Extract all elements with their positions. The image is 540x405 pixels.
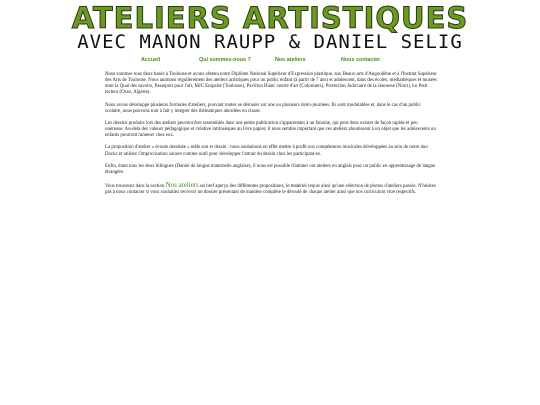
paragraph-text-after: un bref aperçu des différentes propositions, le matériel requis ainsi qu'une sélection de photos d'ateliers passés. N'hésitez pas à nous contacter si vous souhaitez recevoir un dossier présentant de manière complète le déroulé de chaque atelier ainsi que nos curriculum vitæ respectifs. (105, 184, 436, 196)
paragraph-formules: Nous avons développé plusieurs formules d'ateliers, pouvant toutes se dérouler sur une ou plusieurs demi-journées. Ils sont modulables et, dans le cas d'un public scolaire, nous pouvons tout à fait y intégrer des thématiques abordées en classe. (105, 102, 421, 114)
main-nav (0, 57, 540, 69)
paragraph-bilingue: Enfin, étant tous les deux bilingues (Daniel de langue maternelle anglaise), il nous est possible d'animer ces ateliers en anglais pour un public en apprentissage de langue étrangère. (105, 163, 436, 175)
nos-ateliers-link[interactable]: Nos ateliers (165, 181, 199, 190)
nav-item-accueil[interactable]: Accueil (141, 57, 161, 63)
paragraph-section-link (105, 182, 437, 196)
paragraph-ecoute-dessinee: La proposition d'atelier « écoute dessinée » mêle son et dessin : nous souhaitons en effet mettre à profit nos compétences musicales développées au sein de notre duo Docks et utiliser l'improvisation sonore comme outil pour développer l'attrait du dessin chez les participant-es. (105, 145, 428, 157)
nav-item-nous-contacter[interactable]: Nous contacter (341, 57, 381, 63)
nav-item-qui-sommes-nous[interactable]: Qui sommes-nous ? (199, 57, 251, 63)
nav-item-nos-ateliers[interactable]: Nos ateliers (275, 57, 306, 63)
paragraph-intro: Nous sommes tous deux basés à Toulouse et avons obtenu notre Diplôme National Supérieur d'Expression plastique, aux Beaux-arts d'Angoulême et à l'Institut Supérieur des Arts de Toulouse. Nous animons régulièrement des ateliers artistiques pour un public enfant (à partir de 7 ans) et adolescent, dans des écoles, médiathèques et musées dont la Quai des savoirs, Passeport pour l'art, MJC Empalot (Toulouse), Pavillon Blanc centre d'art (Colomiers), Protection Judiciaire de la Jeunesse (Niort), Le Petit lecteur (Oran, Algérie). (105, 72, 437, 96)
site-title: ATELIERS ARTISTIQUES (71, 1, 469, 35)
paragraph-text-before: Vous trouverez dans la section (105, 184, 166, 190)
main-content (105, 72, 437, 203)
site-subtitle: AVEC MANON RAUPP & DANIEL SELIG (77, 31, 463, 53)
paragraph-publication: Les dessins produits lors des ateliers peuvent être rassemblés dans une petite publication s'apparentant à un fanzine, qui peut donc exister de façon rapide et peu onéreuse. Au-delà des valeurs pédagogique et créative intrinsèques au livre papier, il nous semble important que ces ateliers aboutissent à un objet que les adolescents ou enfants pourront ramener chez eux. (105, 120, 436, 139)
